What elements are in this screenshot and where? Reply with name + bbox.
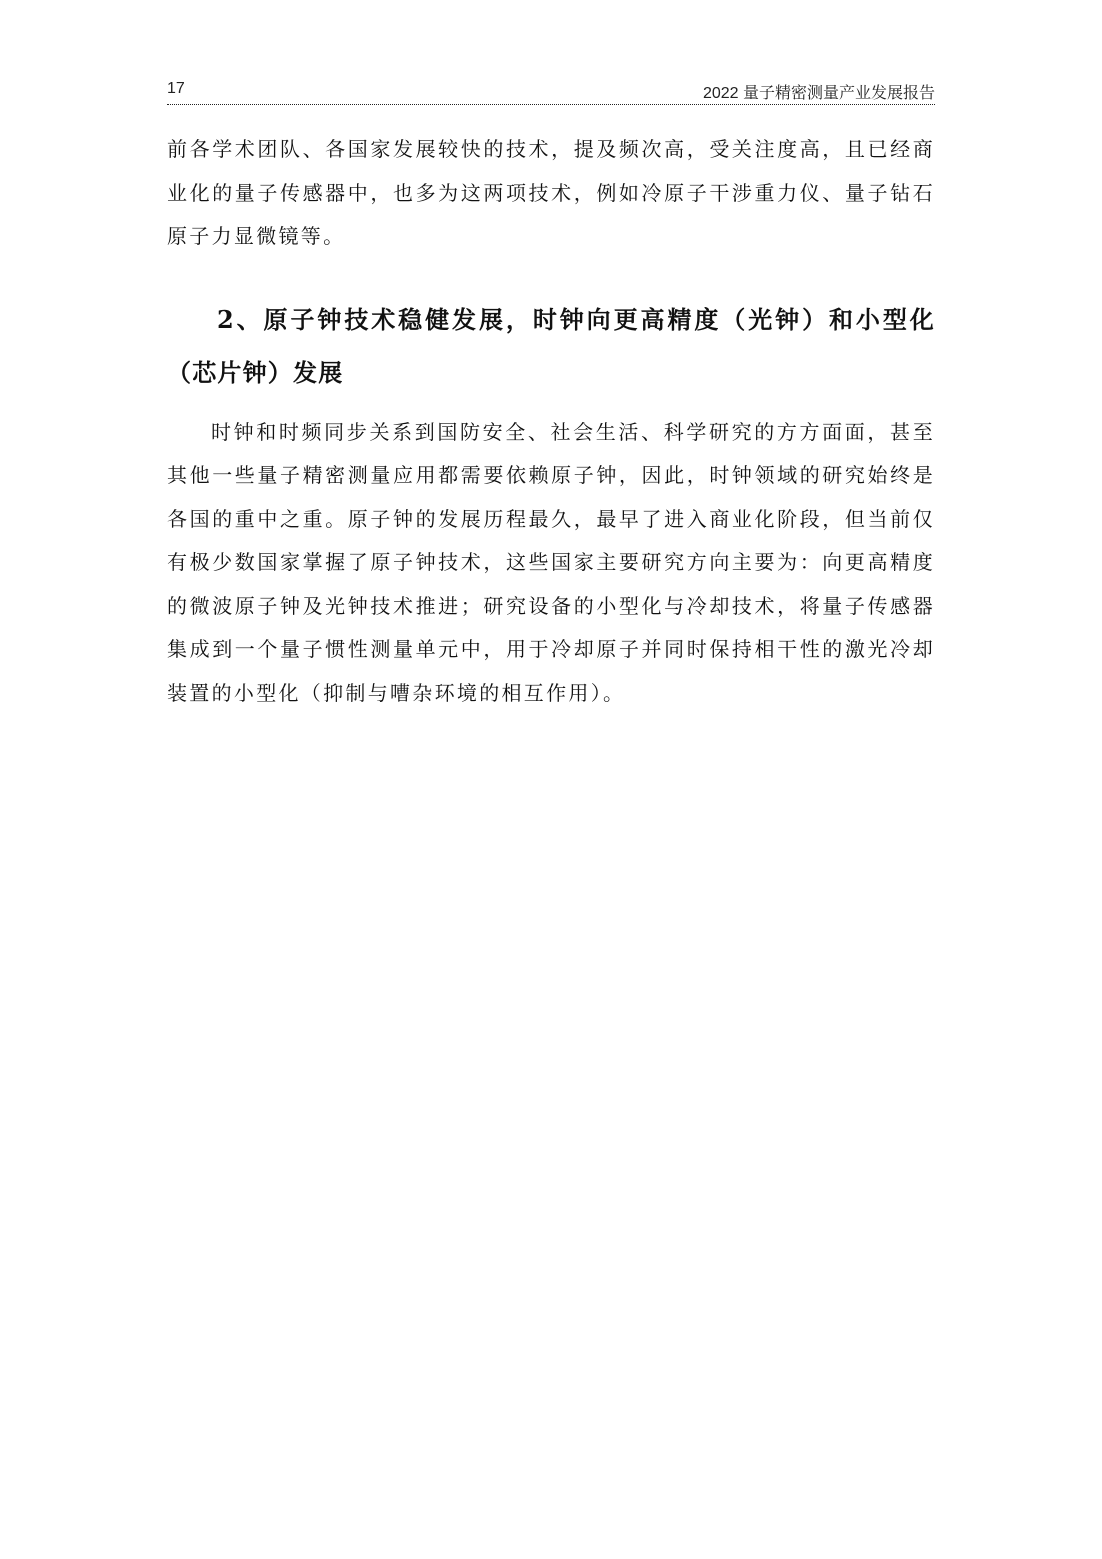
document-body bbox=[167, 128, 935, 715]
paragraph-atomic-clock: 时钟和时频同步关系到国防安全、社会生活、科学研究的方方面面，甚至其他一些量子精密测量应用都需要依赖原子钟，因此，时钟领域的研究始终是各国的重中之重。原子钟的发展历程最久，最早了进入商业化阶段，但当前仅有极少数国家掌握了原子钟技术，这些国家主要研究方向主要为：向更高精度的微波原子钟及光钟技术推进；研究设备的小型化与冷却技术，将量子传感器集成到一个量子惯性测量单元中，用于冷却原子并同时保持相干性的激光冷却装置的小型化（抑制与嘈杂环境的相互作用）。 bbox=[167, 419, 935, 705]
page-header bbox=[167, 78, 935, 105]
header-title: 2022 量子精密测量产业发展报告 bbox=[702, 85, 935, 102]
section-heading: 2、原子钟技术稳健发展，时钟向更高精度（光钟）和小型化（芯片钟）发展 bbox=[167, 304, 935, 387]
page-number: 17 bbox=[167, 80, 185, 97]
paragraph-continued: 前各学术团队、各国家发展较快的技术，提及频次高，受关注度高，且已经商业化的量子传感器中，也多为这两项技术，例如冷原子干涉重力仪、量子钻石原子力显微镜等。 bbox=[167, 137, 935, 248]
